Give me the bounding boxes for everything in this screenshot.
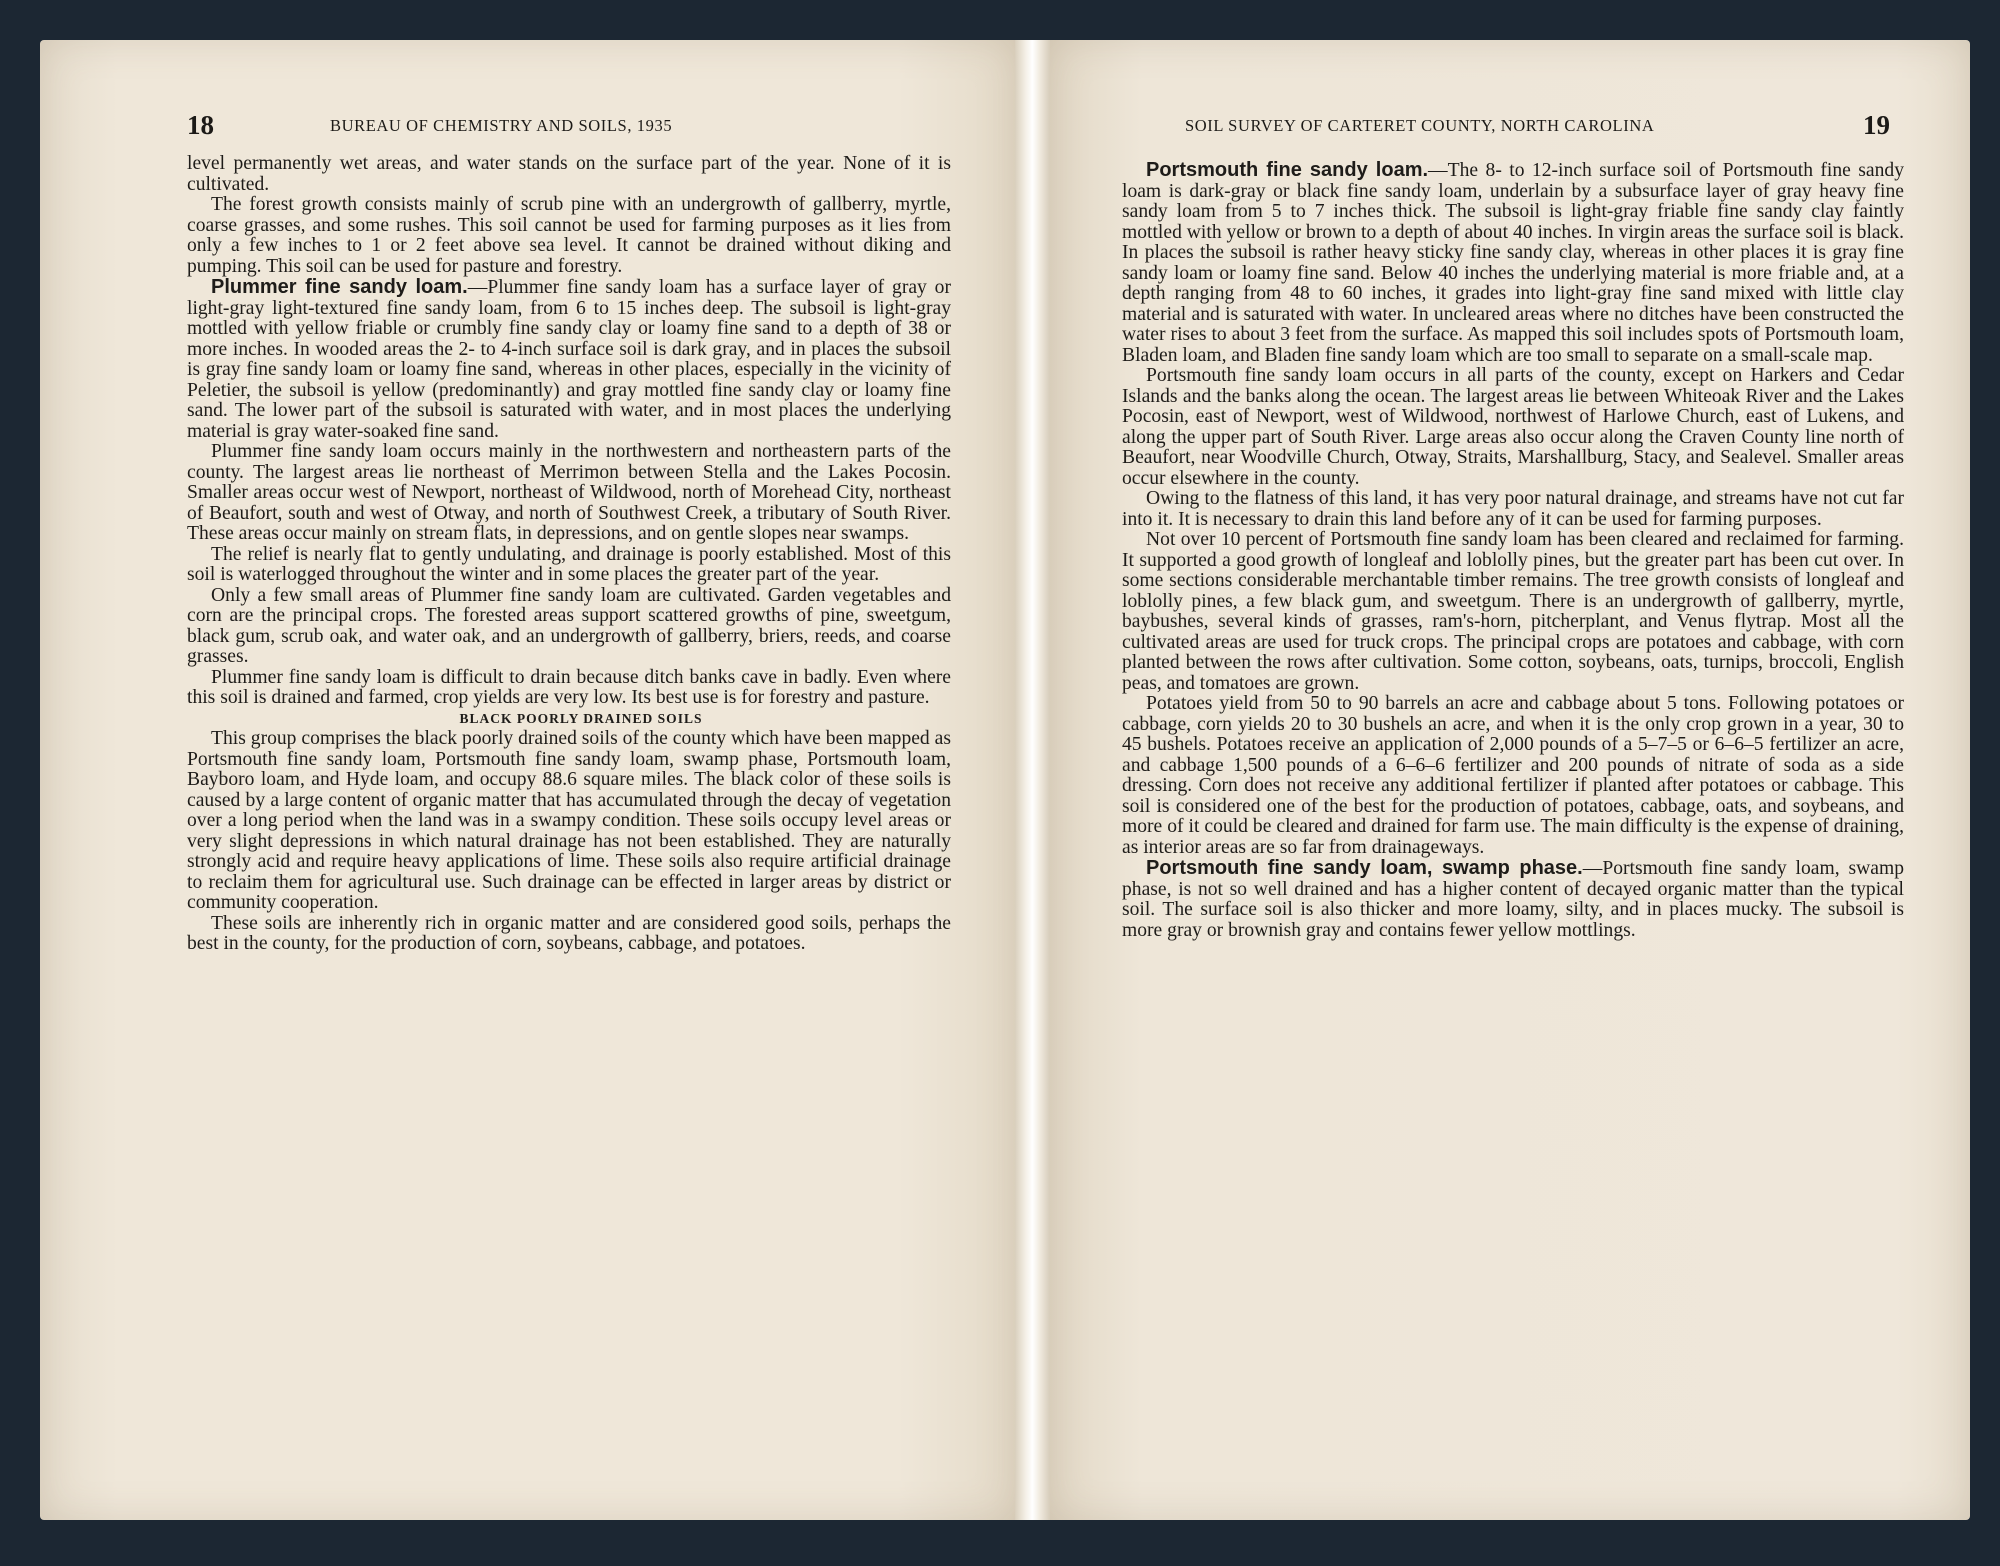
paragraph-body: —Portsmouth fine sandy loam, swamp phase, is not so well drained and has a higher content of decayed organic matter than the typical soil. The surface soil is also thicker and more loamy, silty, and in places mucky. The subsoil is more gray or brownish gray and contains fewer yellow mottlings. [1122, 858, 1904, 941]
left-page-body [187, 154, 951, 955]
book-gutter [1015, 40, 1050, 1520]
paragraph [1122, 858, 1904, 941]
paragraph [187, 277, 951, 442]
paragraph: Potatoes yield from 50 to 90 barrels an acre and cabbage about 5 tons. Following potatoes or cabbage, corn yields 20 to 30 bushels an acre, and when it is the only crop grown in a year, 30 to 45 bushels. Potatoes receive an application of 2,000 pounds of a 5–7–5 or 6–6–5 fertilizer an acre, and cabbage 1,500 pounds of a 6–6–6 fertilizer and 200 pounds of nitrate of soda as a side dressing. Corn does not receive any additional fertilizer if planted after potatoes or cabbage. This soil is considered one of the best for the production of potatoes, cabbage, oats, and soybeans, and more of it could be cleared and drained for farm use. The main difficulty is the expense of draining, as interior areas are so far from drainageways. [1122, 693, 1904, 858]
paragraph: These soils are inherently rich in organic matter and are considered good soils, perhaps the best in the county, for the production of corn, soybeans, cabbage, and potatoes. [187, 912, 951, 954]
right-page [1050, 40, 1970, 1520]
paragraph: Portsmouth fine sandy loam occurs in all parts of the county, except on Harkers and Cedar Islands and the banks along the ocean. The largest areas lie between Whiteoak River and the Lakes Pocosin, east of Newport, west of Wildwood, northwest of Harlowe Church, east of Lukens, and along the upper part of South River. Large areas also occur along the Craven County line north of Beaufort, near Woodville Church, Otway, Straits, Marshallburg, Stacy, and Sealevel. Smaller areas occur elsewhere in the county. [1122, 365, 1904, 489]
page-number: 19 [1863, 110, 1890, 140]
paragraph: The relief is nearly flat to gently undulating, and drainage is poorly established. Most of this soil is waterlogged throughout the winter and in some places the greater part of the year. [187, 543, 951, 585]
paragraph: Owing to the flatness of this land, it has very poor natural drainage, and streams have not cut far into it. It is necessary to drain this land before any of it can be used for farming purposes. [1122, 488, 1904, 530]
soil-type-heading: Portsmouth fine sandy loam, swamp phase. [1146, 857, 1583, 879]
left-page [40, 40, 1015, 1520]
soil-type-heading: Portsmouth fine sandy loam. [1146, 159, 1429, 181]
paragraph: Only a few small areas of Plummer fine sandy loam are cultivated. Garden vegetables and corn are the principal crops. The forested areas support scattered growths of pine, sweetgum, black gum, scrub oak, and water oak, and an undergrowth of gallberry, briers, reeds, and coarse grasses. [187, 584, 951, 667]
section-heading: BLACK POORLY DRAINED SOILS [459, 710, 703, 726]
paragraph [1122, 160, 1904, 366]
soil-type-heading: Plummer fine sandy loam. [211, 276, 468, 298]
paragraph: This group comprises the black poorly drained soils of the county which have been mapped as Portsmouth fine sandy loam, Portsmouth fine sandy loam, swamp phase, Portsmouth loam, Bayboro loam, and Hyde loam, and occupy 88.6 square miles. The black color of these soils is caused by a large content of organic matter that has accumulated through the decay of vegetation over a long period when the land was in a swampy condition. These soils occupy level areas or very slight depressions in which natural drainage has not been established. They are naturally strongly acid and require heavy applications of lime. These soils also require artificial drainage to reclaim them for agricultural use. Such drainage can be effected in larger areas by district or community cooperation. [187, 728, 951, 913]
running-head: SOIL SURVEY OF CARTERET COUNTY, NORTH CAROLINA [1185, 116, 1655, 135]
right-page-header [1050, 110, 1970, 144]
paragraph: level permanently wet areas, and water stands on the surface part of the year. None of it is cultivated. [187, 153, 951, 195]
right-page-body [1122, 160, 1904, 941]
paragraph: Not over 10 percent of Portsmouth fine sandy loam has been cleared and reclaimed for farming. It supported a good growth of longleaf and loblolly pines, but the greater part has been cut over. In some sections considerable merchantable timber remains. The tree growth consists of longleaf and loblolly pines, a few black gum, and sweetgum. There is an undergrowth of gallberry, myrtle, baybushes, several kinds of grasses, ram's-horn, pitcherplant, and Venus flytrap. Most all the cultivated areas are used for truck crops. The principal crops are potatoes and cabbage, with corn planted between the rows after cultivation. Some cotton, soybeans, oats, turnips, broccoli, English peas, and tomatoes are grown. [1122, 529, 1904, 694]
left-page-header [40, 110, 1015, 144]
paragraph: Plummer fine sandy loam occurs mainly in the northwestern and northeastern parts of the county. The largest areas lie northeast of Merrimon between Stella and the Lakes Pocosin. Smaller areas occur west of Newport, northeast of Wildwood, north of Morehead City, northeast of Beaufort, south and west of Otway, and north of Southwest Creek, a tributary of South River. These areas occur mainly on stream flats, in depressions, and on gentle slopes near swamps. [187, 441, 951, 544]
paragraph-body: —The 8- to 12-inch surface soil of Portsmouth fine sandy loam is dark-gray or black fine sandy loam, underlain by a subsurface layer of gray heavy fine sandy loam from 5 to 7 inches thick. The subsoil is light-gray friable fine sandy clay faintly mottled with yellow or brown to a depth of about 40 inches. In virgin areas the surface soil is black. In places the subsoil is rather heavy sticky fine sandy clay, whereas in other places it is gray fine sandy loam or loamy fine sand. Below 40 inches the underlying material is more friable and, at a depth ranging from 48 to 60 inches, it grades into light-gray fine sand mixed with little clay material and is saturated with water. In uncleared areas where no ditches have been constructed the water rises to about 3 feet from the surface. As mapped this soil includes spots of Portsmouth loam, Bladen loam, and Bladen fine sandy loam which are too small to separate on a small-scale map. [1122, 160, 1904, 366]
paragraph: Plummer fine sandy loam is difficult to drain because ditch banks cave in badly. Even where this soil is drained and farmed, crop yields are very low. Its best use is for forestry and pasture. [187, 666, 951, 708]
page-number: 18 [187, 110, 214, 140]
running-head: BUREAU OF CHEMISTRY AND SOILS, 1935 [330, 116, 673, 135]
paragraph: The forest growth consists mainly of scrub pine with an undergrowth of gallberry, myrtle, coarse grasses, and some rushes. This soil cannot be used for farming purposes as it lies from only a few inches to 1 or 2 feet above sea level. It cannot be drained without diking and pumping. This soil can be used for pasture and forestry. [187, 194, 951, 277]
paragraph-body: —Plummer fine sandy loam has a surface layer of gray or light-gray light-textured fine sandy loam, from 6 to 15 inches deep. The subsoil is light-gray mottled with yellow friable or crumbly fine sandy clay or loamy fine sand to a depth of 38 or more inches. In wooded areas the 2- to 4-inch surface soil is dark gray, and in places the subsoil is gray fine sandy loam or loamy fine sand, whereas in other places, especially in the vicinity of Peletier, the subsoil is yellow (predominantly) and gray mottled fine sandy clay or loamy fine sand. The lower part of the subsoil is saturated with water, and in most places the underlying material is gray water-soaked fine sand. [187, 277, 952, 442]
